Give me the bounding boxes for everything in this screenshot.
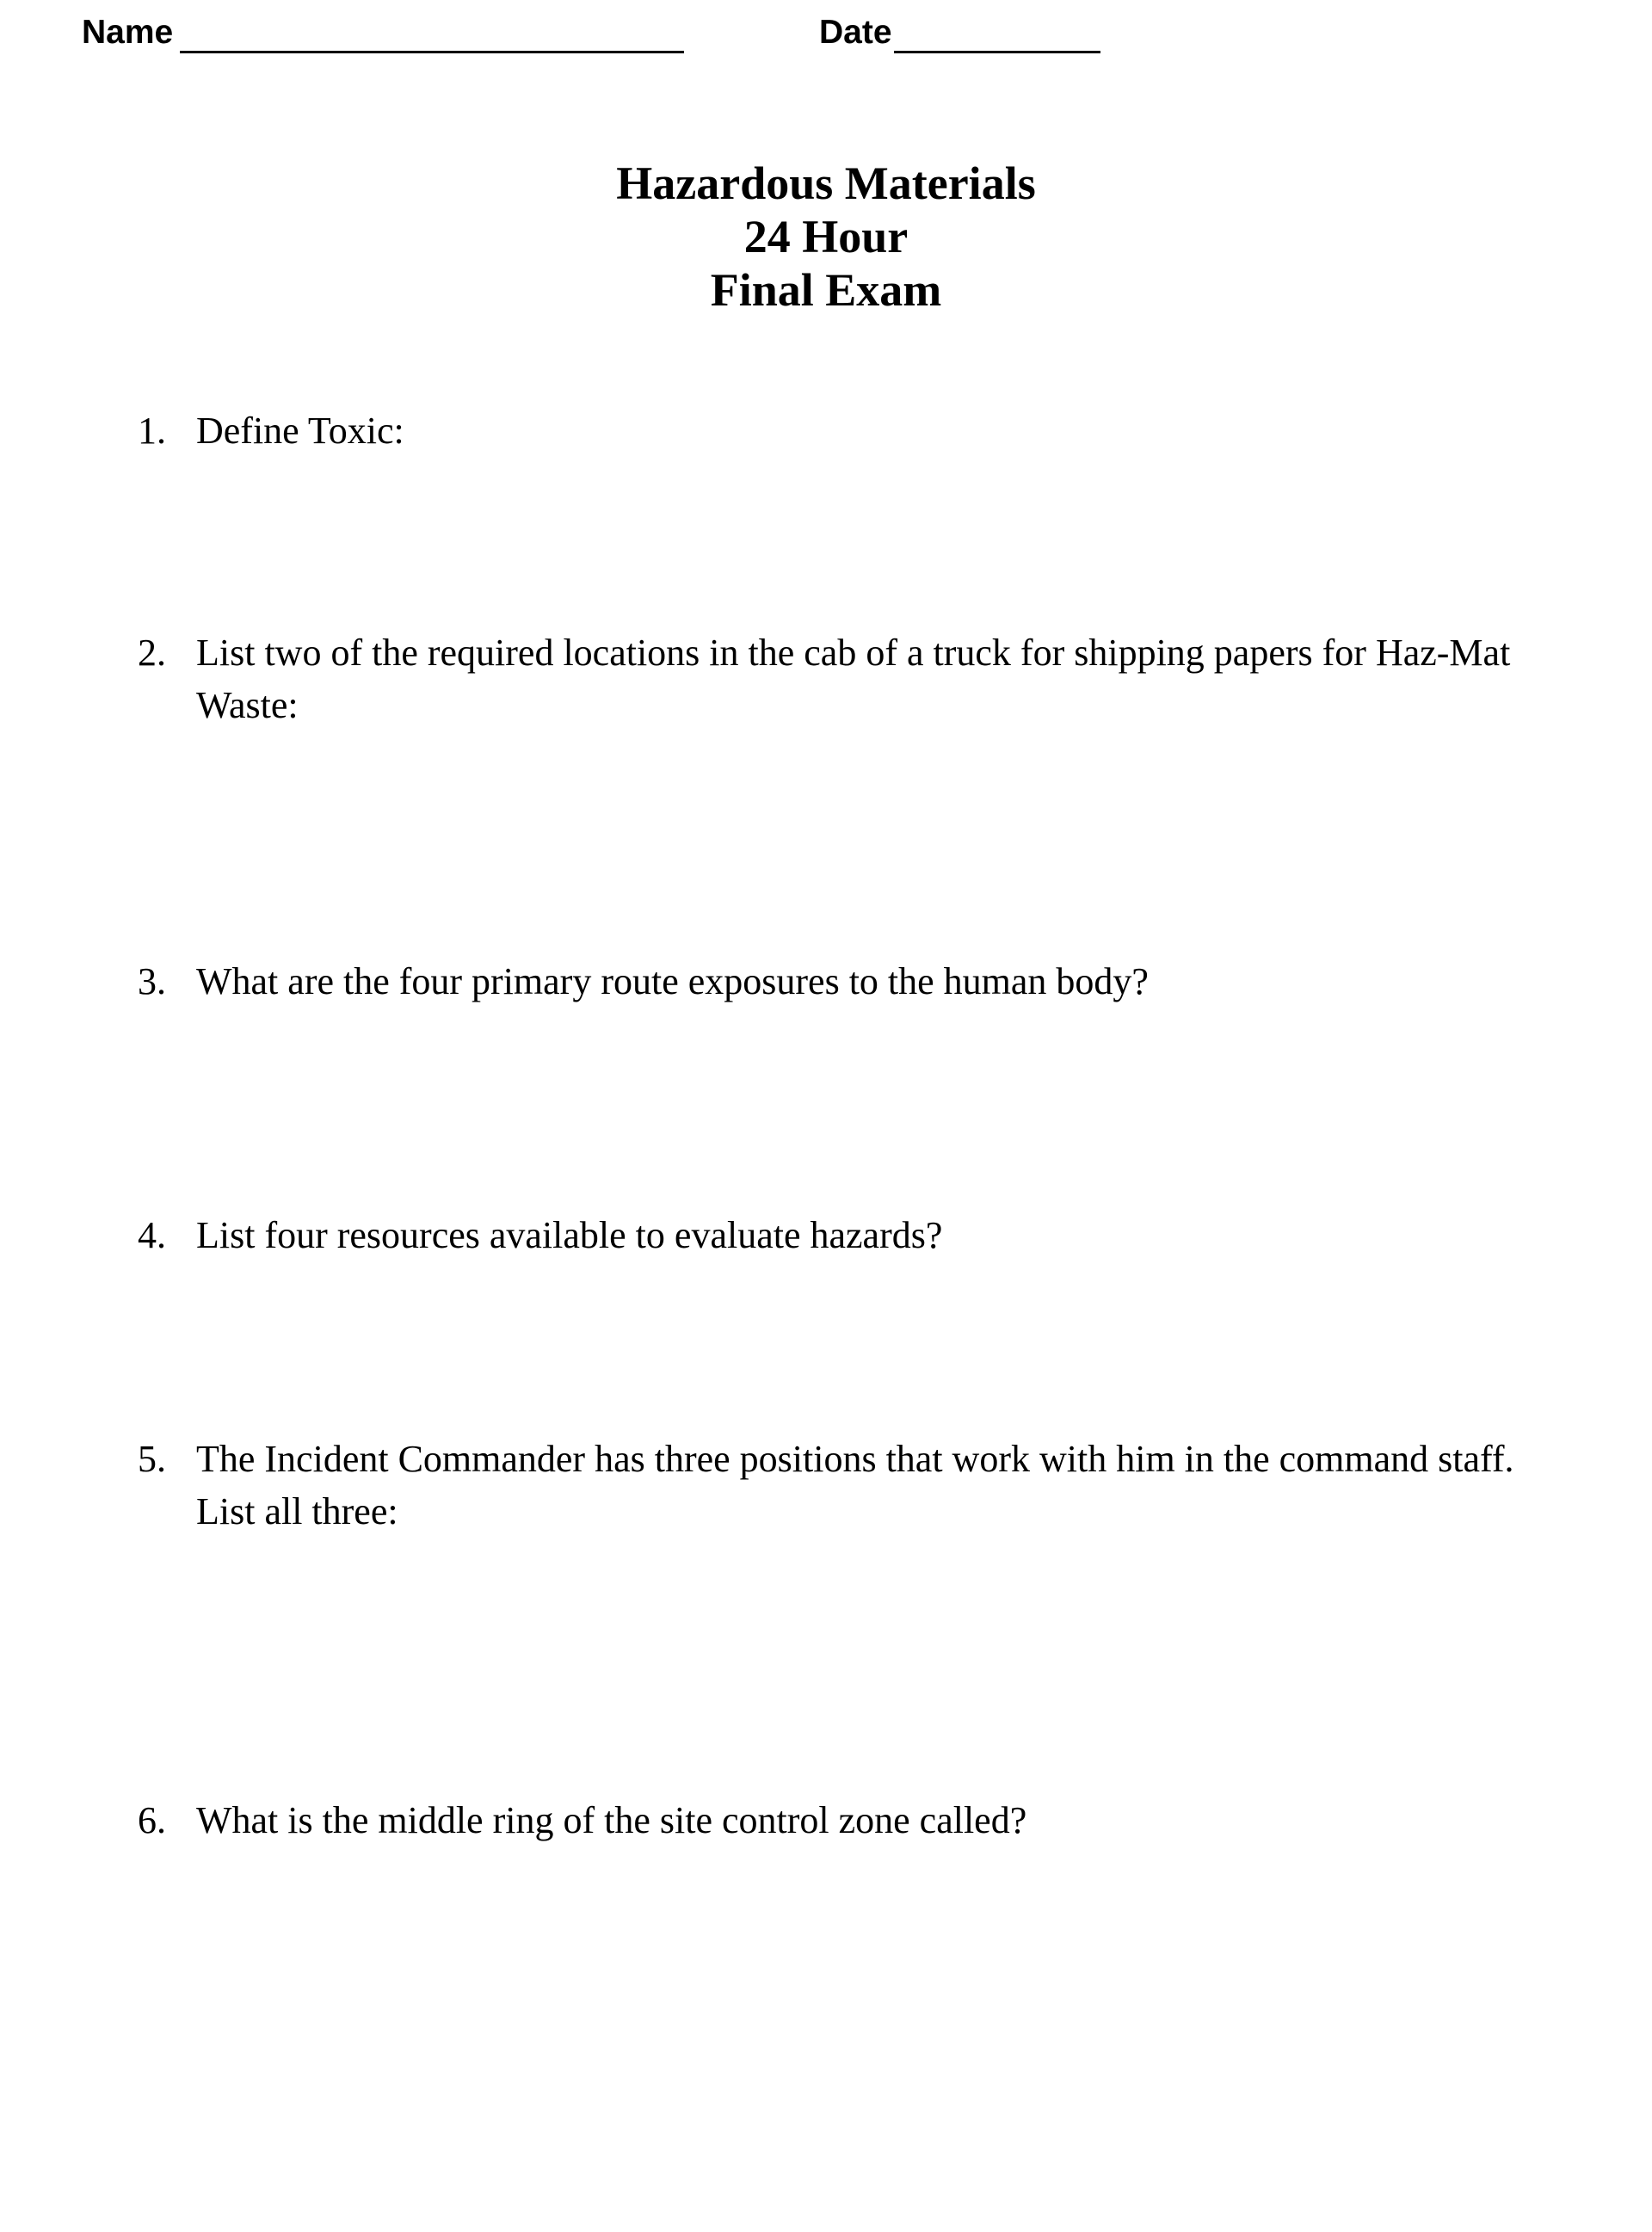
question-4 xyxy=(138,1209,1549,1261)
question-number: 2. xyxy=(138,632,166,674)
question-5 xyxy=(138,1433,1549,1538)
question-6 xyxy=(138,1794,1549,1847)
date-label: Date xyxy=(819,14,892,51)
title-line-2: 24 Hour xyxy=(743,211,909,262)
question-number: 3. xyxy=(138,960,166,1002)
title-line-1: Hazardous Materials xyxy=(616,157,1036,209)
date-blank-line[interactable] xyxy=(894,16,1100,53)
question-1 xyxy=(138,404,1549,457)
question-text: List four resources available to evaluate hazards? xyxy=(196,1214,943,1256)
question-number: 1. xyxy=(138,410,166,452)
exam-title xyxy=(0,157,1652,317)
question-2 xyxy=(138,626,1549,731)
name-field[interactable] xyxy=(82,12,684,53)
question-3 xyxy=(138,955,1549,1008)
header-fields xyxy=(82,12,1200,64)
question-number: 6. xyxy=(138,1799,166,1841)
question-text: What are the four primary route exposures to the human body? xyxy=(196,960,1149,1002)
title-line-3: Final Exam xyxy=(710,264,942,316)
name-label: Name xyxy=(82,14,174,51)
name-blank-line[interactable] xyxy=(180,16,684,53)
question-text: The Incident Commander has three positions that work with him in the command staff. List all three: xyxy=(196,1438,1514,1532)
question-text: Define Toxic: xyxy=(196,410,404,452)
question-text: What is the middle ring of the site control zone called? xyxy=(196,1799,1027,1841)
question-text: List two of the required locations in the cab of a truck for shipping papers for Haz-Mat Waste: xyxy=(196,632,1511,726)
question-number: 5. xyxy=(138,1438,166,1480)
date-field[interactable] xyxy=(819,12,1100,53)
question-number: 4. xyxy=(138,1214,166,1256)
